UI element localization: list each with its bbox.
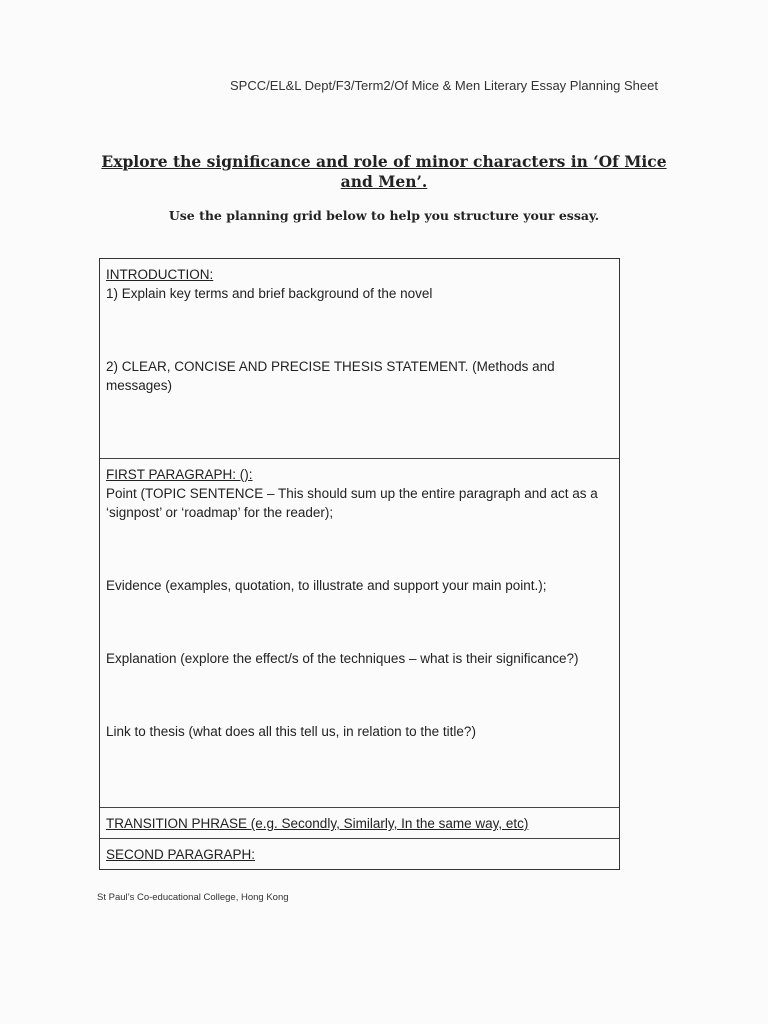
- document-header: SPCC/EL&L Dept/F3/Term2/Of Mice & Men Literary Essay Planning Sheet: [230, 78, 658, 93]
- transition-heading: TRANSITION PHRASE (e.g. Secondly, Similarly, In the same way, etc): [106, 816, 529, 831]
- school-footer: St Paul’s Co-educational College, Hong Kong: [97, 892, 289, 903]
- evidence-prompt: Evidence (examples, quotation, to illustrate and support your main point.);: [106, 578, 547, 593]
- introduction-section: [100, 259, 619, 459]
- instructions-subtitle: Use the planning grid below to help you structure your essay.: [168, 208, 600, 223]
- second-paragraph-section: [100, 839, 619, 869]
- explanation-prompt: Explanation (explore the effect/s of the techniques – what is their significance?): [106, 651, 579, 666]
- essay-question-title: Explore the significance and role of minor characters in ‘Of Mice and Men’.: [101, 152, 667, 191]
- first-paragraph-heading: FIRST PARAGRAPH: ():: [106, 467, 253, 482]
- link-to-thesis-prompt: Link to thesis (what does all this tell us, in relation to the title?): [106, 724, 476, 739]
- introduction-item-1: 1) Explain key terms and brief background of the novel: [106, 286, 433, 301]
- first-paragraph-section: [100, 459, 619, 808]
- introduction-item-2: 2) CLEAR, CONCISE AND PRECISE THESIS STATEMENT. (Methods and messages): [106, 359, 555, 393]
- transition-section: [100, 808, 619, 839]
- second-paragraph-heading: SECOND PARAGRAPH:: [106, 847, 256, 862]
- introduction-heading: INTRODUCTION:: [106, 267, 214, 282]
- point-prompt: Point (TOPIC SENTENCE – This should sum up the entire paragraph and act as a ‘signpost’ or ‘roadmap’ for the reader);: [106, 486, 598, 520]
- planning-grid: [99, 258, 620, 870]
